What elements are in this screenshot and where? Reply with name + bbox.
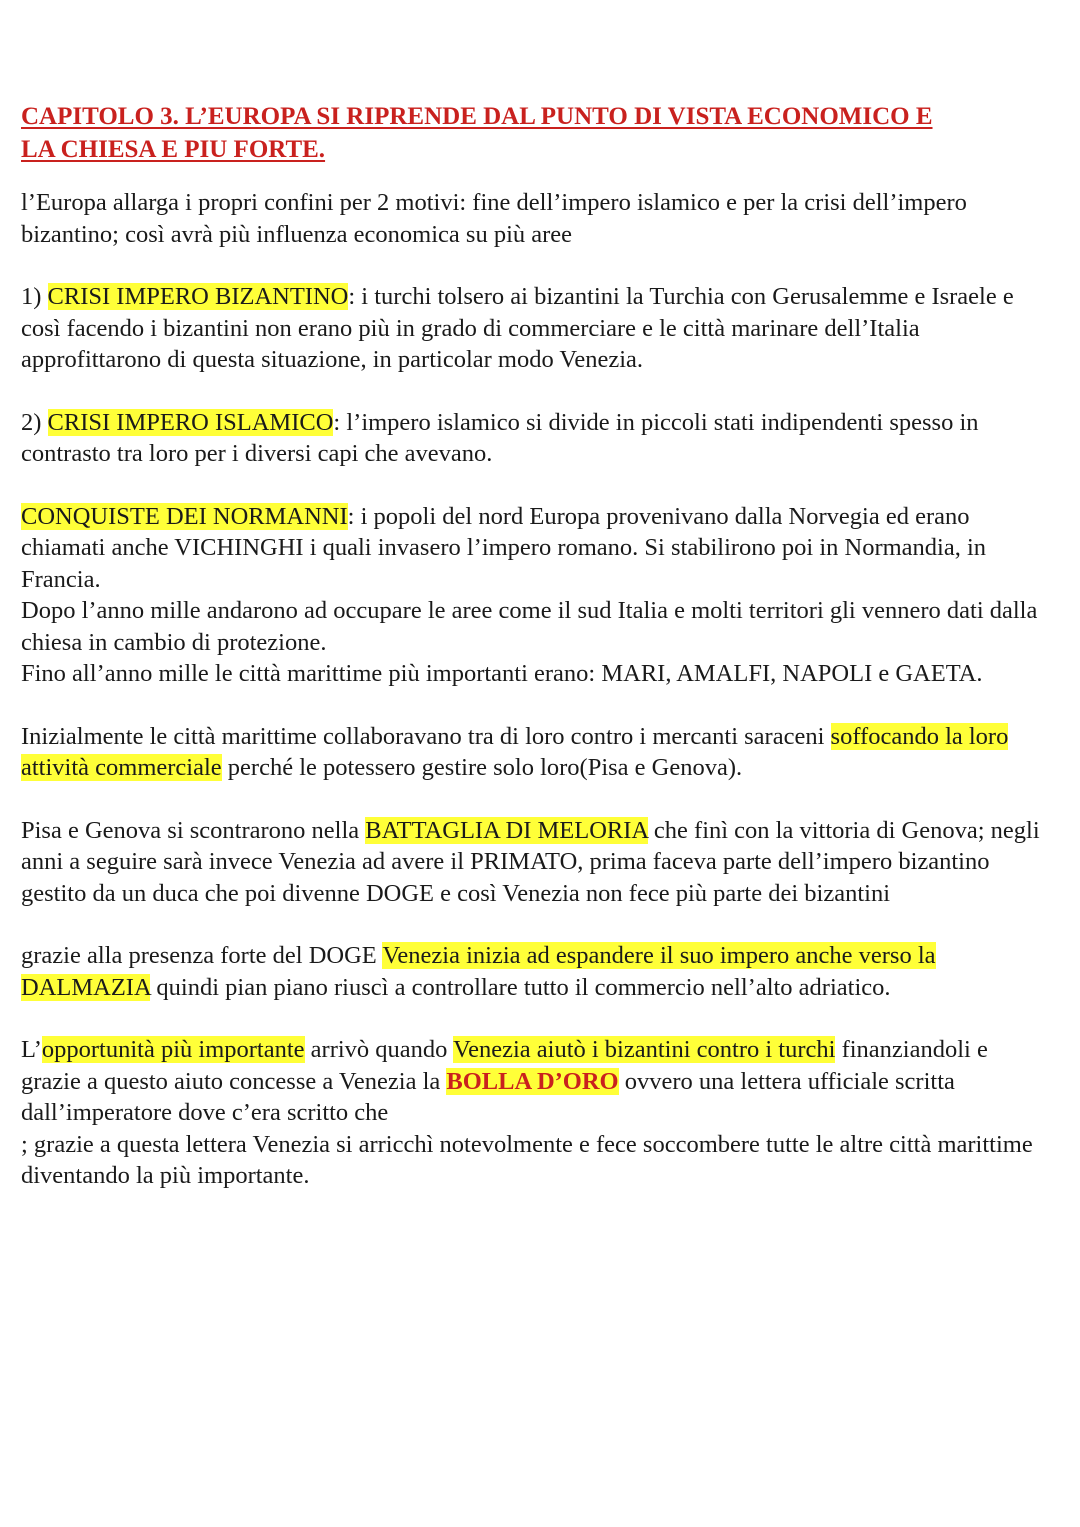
highlight-normanni: CONQUISTE DEI NORMANNI [21, 502, 348, 530]
paragraph-text: Inizialmente le città marittime collaboravano tra di loro contro i mercanti saraceni [21, 722, 831, 750]
paragraph-text-mid2: finanziandoli e grazie a questo aiuto concesse a Venezia la [21, 1036, 988, 1095]
highlight-soffocando: soffocando la loro attività commerciale [21, 722, 1009, 781]
paragraph-citta-marittime [21, 721, 1051, 784]
paragraph-text-mid3: ovvero una lettera ufficiale scritta dall’imperatore dove c’era scritto che [21, 1067, 955, 1126]
paragraph-text: : i turchi tolsero ai bizantini la Turchia con Gerusalemme e Israele e così facendo i bizantini non erano più in grado di commerciare e le città marinare dell’Italia approfittarono di questa situazione, in particolar modo Venezia. [21, 283, 1014, 373]
paragraph-text-line3: Fino all’anno mille le città marittime più importanti erano: MARI, AMALFI, NAPOLI e GAETA. [21, 660, 983, 687]
paragraph-crisi-bizantino [21, 281, 1051, 376]
paragraph-normanni [21, 501, 1051, 690]
paragraph-text-end: perché le potessero gestire solo loro(Pisa e Genova). [221, 754, 743, 781]
paragraph-crisi-islamico [21, 407, 1051, 470]
document-page [21, 100, 1051, 1192]
paragraph-text-end: che finì con la vittoria di Genova; negli anni a seguire sarà invece Venezia ad avere il PRIMATO, prima faceva parte dell’impero bizantino gestito da un duca che poi divenne DOGE e così Venezia non fece più parte dei bizantini [21, 816, 1040, 907]
intro-paragraph: l’Europa allarga i propri confini per 2 motivi: fine dell’impero islamico e per la crisi dell’impero bizantino; così avrà più influenza economica su più aree [21, 189, 967, 248]
highlight-opportunita: opportunità più importante [41, 1036, 305, 1063]
paragraph-text-line2: Dopo l’anno mille andarono ad occupare le aree come il sud Italia e molti territori gli vennero dati dalla chiesa in cambio di protezione. [21, 597, 1038, 656]
paragraph-text: Pisa e Genova si scontrarono nella [21, 816, 366, 844]
chapter-title-line1: CAPITOLO 3. L’EUROPA SI RIPRENDE DAL PUNTO DI VISTA ECONOMICO E [21, 103, 933, 130]
paragraph-bolla-oro [21, 1034, 1051, 1192]
highlight-crisi-islamico: CRISI IMPERO ISLAMICO [47, 408, 334, 436]
highlight-meloria: BATTAGLIA DI MELORIA [365, 816, 648, 844]
paragraph-text-end: quindi pian piano riuscì a controllare tutto il commercio nell’alto adriatico. [150, 973, 891, 1001]
paragraph-text-line2: ; grazie a questa lettera Venezia si arricchì notevolmente e fece soccombere tutte le altre città marittime diventando la più importante. [21, 1130, 1033, 1189]
paragraph-text-mid1: arrivò quando [304, 1036, 454, 1063]
paragraph-text: : l’impero islamico si divide in piccoli stati indipendenti spesso in contrasto tra loro per i diversi capi che avevano. [21, 408, 979, 467]
paragraph-text: grazie alla presenza forte del DOGE [21, 942, 383, 969]
paragraph-text: L’ [21, 1036, 42, 1063]
chapter-title [21, 100, 1051, 166]
highlight-bolla-oro: BOLLA D’ORO [446, 1067, 619, 1095]
chapter-title-line2: LA CHIESA E PIU FORTE. [21, 136, 326, 163]
paragraph-text: : i popoli del nord Europa provenivano dalla Norvegia ed erano chiamati anche VICHINGHI i quali invasero l’impero romano. Si stabilirono poi in Normandia, in Francia. [21, 502, 987, 593]
paragraph-meloria [21, 815, 1051, 910]
paragraph-dalmazia [21, 940, 1051, 1003]
list-number: 2) [21, 408, 48, 436]
list-number: 1) [21, 283, 48, 310]
highlight-crisi-bizantino: CRISI IMPERO BIZANTINO [47, 283, 349, 310]
highlight-venezia-aiuto: Venezia aiutò i bizantini contro i turchi [453, 1036, 836, 1063]
highlight-dalmazia: Venezia inizia ad espandere il suo impero anche verso la DALMAZIA [21, 942, 936, 1001]
